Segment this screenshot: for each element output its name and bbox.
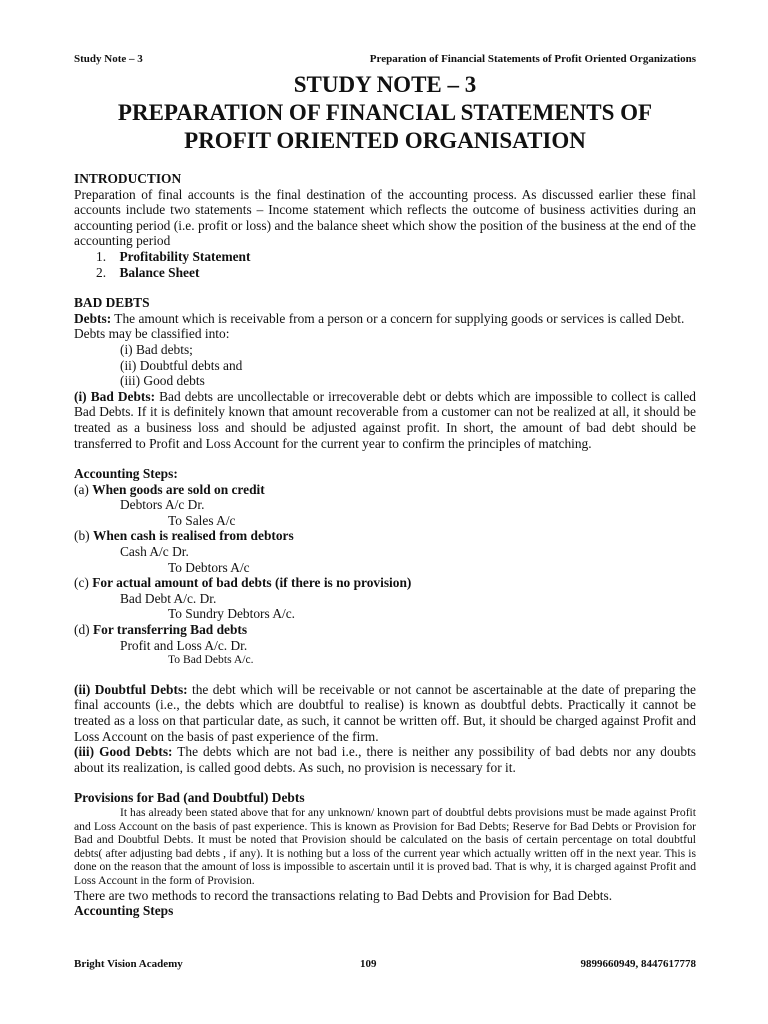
step-c: (c) For actual amount of bad debts (if there is no provision) xyxy=(74,575,412,591)
journal-debit: Debtors A/c Dr. xyxy=(120,497,205,513)
provisions-text: It has already been stated above that for any unknown/ known part of doubtful debts provisions must be made against Profit and Loss Account on the basis of past experience. This is known as Provision for Bad Debts; Reserve for Bad Debts or Provision for Bad and Doubtful Debts. It must be noted that Provision should be calculated on the basis of certain percentage on total doubtful debts( after adjusting bad debts , if any). It is nothing but a loss of the current year which actually written off in the next year. This is done on the reason that the amount of loss is impossible to ascertain until it is proved bad. That is why, it is charged against Profit and Loss Account in the form of Provision. xyxy=(74,805,696,887)
class-item: (iii) Good debts xyxy=(120,373,205,389)
accounting-steps-heading: Accounting Steps: xyxy=(74,466,178,482)
provisions-methods: There are two methods to record the transactions relating to Bad Debts and Provision for Bad Debts. xyxy=(74,887,613,903)
intro-text: Preparation of final accounts is the final destination of the accounting process. As discussed earlier these final accounts include two statements – Income statement which reflects the outcome of business activities during an accounting period (i.e. profit or loss) and the balance sheet which show the position of the business at the end of the accounting period xyxy=(74,186,696,249)
page-number: 109 xyxy=(360,958,377,970)
bad-debts-definition: (i) Bad Debts: Bad debts are uncollectable or irrecoverable debt or debts which are impossible to collect is called Bad Debts. If it is definitely known that amount recoverable from a customer can not be realized at all, it should be treated as a business loss and should be adjusted against profit. In short, the amount of bad debt should be transferred to Profit and Loss Account for the current year to confirm the principles of matching. xyxy=(74,388,696,451)
header-left: Study Note – 3 xyxy=(74,53,143,65)
intro-heading: INTRODUCTION xyxy=(74,171,182,186)
step-a: (a) When goods are sold on credit xyxy=(74,481,265,497)
footer-left: Bright Vision Academy xyxy=(74,958,183,970)
step-b: (b) When cash is realised from debtors xyxy=(74,528,294,544)
step-d: (d) For transferring Bad debts xyxy=(74,622,248,638)
header-right: Preparation of Financial Statements of Profit Oriented Organizations xyxy=(369,53,696,65)
document-body xyxy=(74,171,696,919)
accounting-steps-subheading: Accounting Steps xyxy=(74,903,174,919)
journal-credit: To Sundry Debtors A/c. xyxy=(168,606,296,622)
title-line-3: PROFIT ORIENTED ORGANISATION xyxy=(184,128,586,153)
journal-credit: To Sales A/c xyxy=(168,512,236,528)
debts-definition: Debts: The amount which is receivable from a person or a concern for supplying goods or services is called Debt. xyxy=(74,310,685,326)
provisions-heading: Provisions for Bad (and Doubtful) Debts xyxy=(74,790,305,806)
debts-classified: Debts may be classified into: xyxy=(74,326,230,342)
list-item-2: 2. Balance Sheet xyxy=(96,264,200,280)
good-debts-definition: (iii) Good Debts: The debts which are not bad i.e., there is neither any possibility of bad debts nor any doubts about its realization, is called good debts. As such, no provision is necessary for it. xyxy=(74,744,696,775)
journal-credit: To Debtors A/c xyxy=(168,559,250,575)
footer-contact: 9899660949, 8447617778 xyxy=(580,958,696,970)
journal-debit: Bad Debt A/c. Dr. xyxy=(120,590,217,606)
title-line-1: STUDY NOTE – 3 xyxy=(293,72,477,97)
list-item-1: 1. Profitability Statement xyxy=(96,248,251,264)
journal-debit: Profit and Loss A/c. Dr. xyxy=(120,637,248,653)
bad-debts-heading: BAD DEBTS xyxy=(74,295,150,311)
class-item: (ii) Doubtful debts and xyxy=(120,357,243,373)
class-item: (i) Bad debts; xyxy=(120,341,193,357)
journal-debit: Cash A/c Dr. xyxy=(120,544,189,560)
title-line-2: PREPARATION OF FINANCIAL STATEMENTS OF xyxy=(117,100,653,125)
journal-credit: To Bad Debts A/c. xyxy=(168,653,254,667)
doubtful-debts-definition: (ii) Doubtful Debts: the debt which will be receivable or not cannot be ascertainable at the date of preparing the final accounts (i.e., the debts which are doubtful to realise) is known as doubtful debts. Practically it cannot be treated as a loss on that particular date, as such, it cannot be written off. But, it should be charged against Profit and Loss Account on the basis of past experience of the firm. xyxy=(74,681,696,744)
